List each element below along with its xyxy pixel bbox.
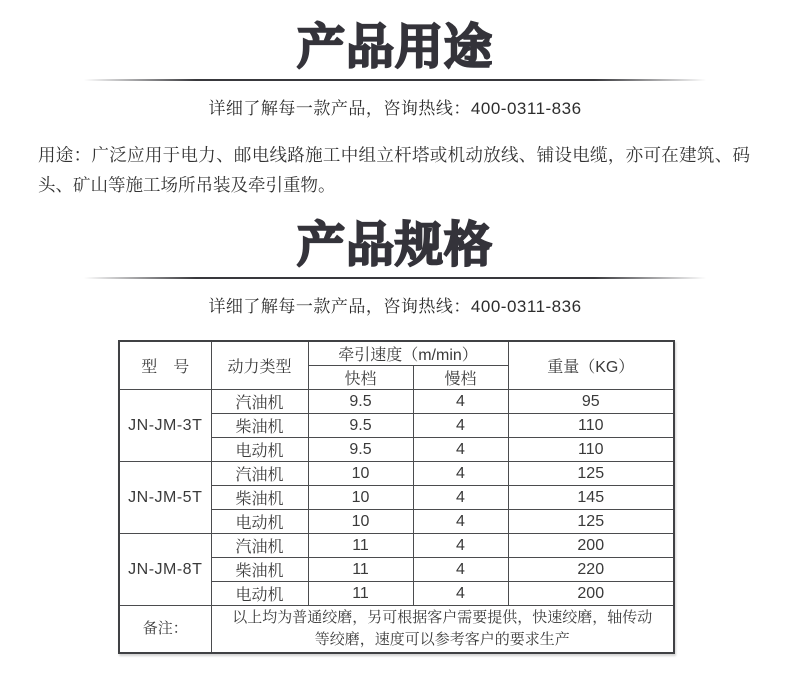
- remark-line-1: 以上均为普通绞磨，另可根据客户需要提供，快速绞磨，轴传动: [232, 609, 653, 626]
- weight-cell: 200: [508, 582, 674, 606]
- fast-speed-cell: 10: [308, 510, 413, 534]
- slow-speed-cell: 4: [413, 534, 508, 558]
- model-cell: JN-JM-8T: [119, 534, 211, 606]
- fast-speed-cell: 9.5: [308, 390, 413, 414]
- fast-speed-cell: 10: [308, 486, 413, 510]
- slow-speed-cell: 4: [413, 438, 508, 462]
- fast-speed-cell: 11: [308, 534, 413, 558]
- slow-speed-cell: 4: [413, 582, 508, 606]
- remark-line-2: 等绞磨，速度可以参考客户的要求生产: [314, 631, 570, 648]
- spec-table: [118, 340, 675, 654]
- hotline-subtitle: 详细了解每一款产品，咨询热线：400-0311-836: [208, 99, 582, 118]
- title-divider: [84, 79, 706, 81]
- table-row: [119, 462, 674, 486]
- usage-section-title: 产品用途: [296, 21, 493, 74]
- power-cell: 电动机: [211, 510, 308, 534]
- header-power-type: 动力类型: [211, 341, 308, 390]
- weight-cell: 95: [508, 390, 674, 414]
- weight-cell: 125: [508, 462, 674, 486]
- table-row: [119, 390, 674, 414]
- slow-speed-cell: 4: [413, 486, 508, 510]
- specs-section: [0, 200, 790, 654]
- remark-label: 备注：: [119, 606, 211, 654]
- table-row: [119, 534, 674, 558]
- model-cell: JN-JM-5T: [119, 462, 211, 534]
- weight-cell: 110: [508, 414, 674, 438]
- table-header-row: [119, 341, 674, 366]
- title-divider: [84, 277, 706, 279]
- weight-cell: 110: [508, 438, 674, 462]
- remark-text: [211, 606, 674, 654]
- slow-speed-cell: 4: [413, 558, 508, 582]
- header-fast-gear: 快档: [308, 366, 413, 390]
- fast-speed-cell: 9.5: [308, 438, 413, 462]
- fast-speed-cell: 9.5: [308, 414, 413, 438]
- fast-speed-cell: 11: [308, 558, 413, 582]
- weight-cell: 220: [508, 558, 674, 582]
- power-cell: 柴油机: [211, 558, 308, 582]
- header-speed-group: 牵引速度（m/min）: [308, 341, 508, 366]
- power-cell: 柴油机: [211, 486, 308, 510]
- usage-section: [0, 0, 790, 200]
- slow-speed-cell: 4: [413, 390, 508, 414]
- header-model: 型 号: [119, 341, 211, 390]
- weight-cell: 200: [508, 534, 674, 558]
- fast-speed-cell: 11: [308, 582, 413, 606]
- power-cell: 电动机: [211, 438, 308, 462]
- usage-description: 用途：广泛应用于电力、邮电线路施工中组立杆塔或机动放线、铺设电缆，亦可在建筑、码头、矿山等施工场所吊装及牵引重物。: [38, 145, 750, 195]
- power-cell: 汽油机: [211, 462, 308, 486]
- hotline-subtitle: 详细了解每一款产品，咨询热线：400-0311-836: [208, 297, 582, 316]
- remark-row: [119, 606, 674, 654]
- fast-speed-cell: 10: [308, 462, 413, 486]
- power-cell: 汽油机: [211, 534, 308, 558]
- slow-speed-cell: 4: [413, 510, 508, 534]
- power-cell: 汽油机: [211, 390, 308, 414]
- weight-cell: 145: [508, 486, 674, 510]
- slow-speed-cell: 4: [413, 414, 508, 438]
- power-cell: 柴油机: [211, 414, 308, 438]
- power-cell: 电动机: [211, 582, 308, 606]
- weight-cell: 125: [508, 510, 674, 534]
- header-slow-gear: 慢档: [413, 366, 508, 390]
- slow-speed-cell: 4: [413, 462, 508, 486]
- model-cell: JN-JM-3T: [119, 390, 211, 462]
- specs-section-title: 产品规格: [296, 219, 493, 272]
- header-weight: 重量（KG）: [508, 341, 674, 390]
